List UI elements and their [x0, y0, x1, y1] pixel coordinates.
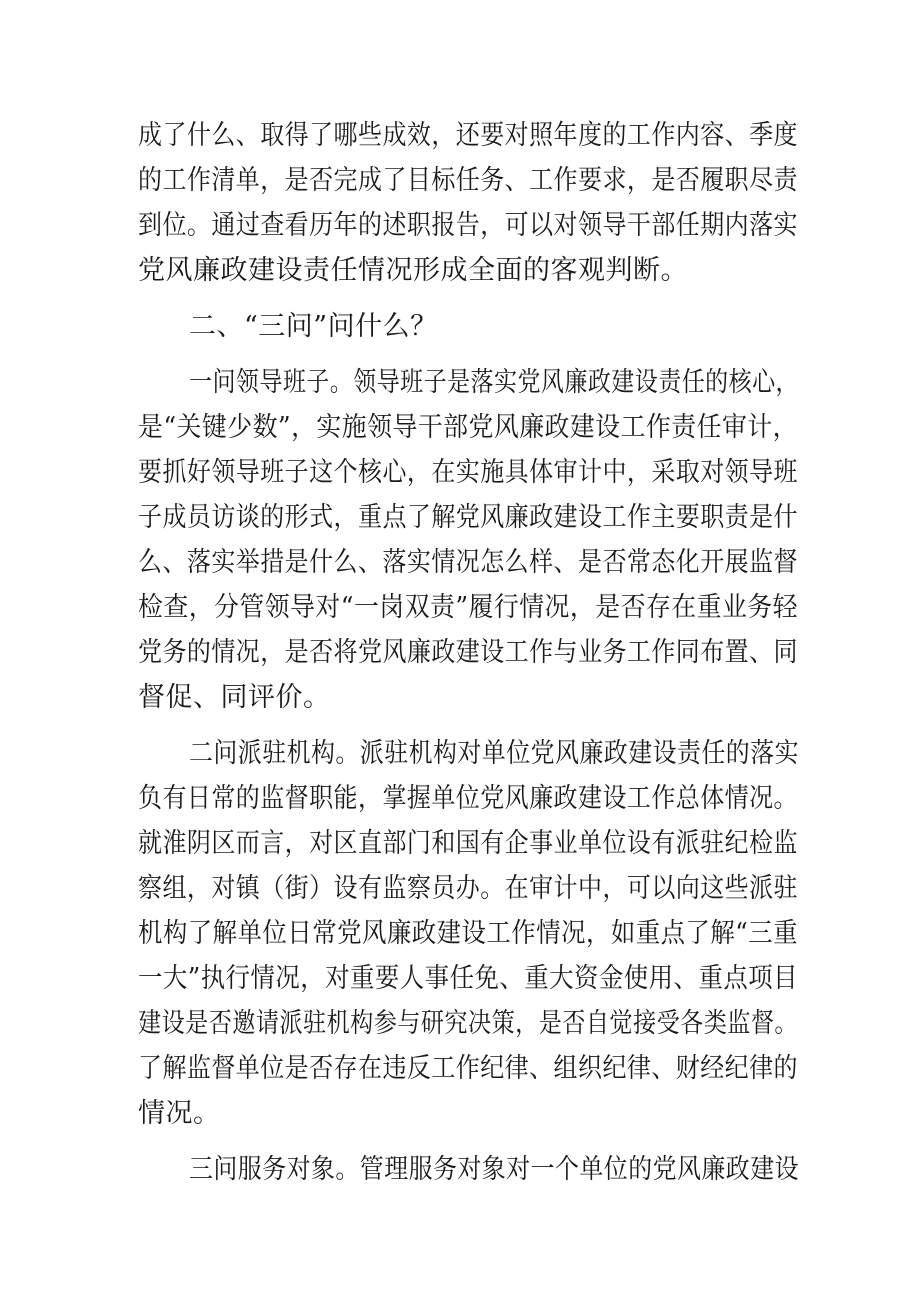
paragraph-line: 二问派驻机构。派驻机构对单位党风廉政建设责任的落实: [189, 738, 799, 769]
paragraph-line: 么、落实举措是什么、落实情况怎么样、是否常态化开展监督: [138, 547, 798, 578]
paragraph-line: 情况。: [138, 1098, 221, 1129]
section-heading: 二、“三问”问什么？: [189, 311, 438, 342]
paragraph-line: 党务的情况，是否将党风廉政建设工作与业务工作同布置、同: [138, 637, 798, 668]
paragraph-line: 的工作清单，是否完成了目标任务、工作要求，是否履职尽责: [138, 165, 798, 196]
paragraph-line: 成了什么、取得了哪些成效，还要对照年度的工作内容、季度: [138, 120, 798, 151]
paragraph-line: 是“关键少数”，实施领导干部党风廉政建设工作责任审计，: [138, 412, 798, 443]
paragraph-line: 三问服务对象。管理服务对象对一个单位的党风廉政建设: [189, 1154, 799, 1185]
paragraph-line: 一大”执行情况，对重要人事任免、重大资金使用、重点项目: [138, 963, 798, 994]
paragraph-line: 党风廉政建设责任情况形成全面的客观判断。: [138, 255, 688, 286]
paragraph-line: 负有日常的监督职能，掌握单位党风廉政建设工作总体情况。: [138, 783, 798, 814]
paragraph-line: 到位。通过查看历年的述职报告，可以对领导干部任期内落实: [138, 210, 798, 241]
paragraph-line: 就淮阴区而言，对区直部门和国有企事业单位设有派驻纪检监: [138, 828, 798, 859]
paragraph-line: 子成员访谈的形式，重点了解党风廉政建设工作主要职责是什: [138, 502, 798, 533]
paragraph-line: 机构了解单位日常党风廉政建设工作情况，如重点了解“三重: [138, 918, 798, 949]
paragraph-line: 察组，对镇（街）设有监察员办。在审计中，可以向这些派驻: [138, 873, 798, 904]
paragraph-line: 一问领导班子。领导班子是落实党风廉政建设责任的核心，: [189, 367, 799, 398]
paragraph-line: 建设是否邀请派驻机构参与研究决策，是否自觉接受各类监督。: [138, 1008, 798, 1039]
paragraph-line: 要抓好领导班子这个核心，在实施具体审计中，采取对领导班: [138, 457, 798, 488]
paragraph-line: 了解监督单位是否存在违反工作纪律、组织纪律、财经纪律的: [138, 1053, 798, 1084]
paragraph-line: 督促、同评价。: [138, 682, 331, 713]
paragraph-line: 检查，分管领导对“一岗双责”履行情况，是否存在重业务轻: [138, 592, 798, 623]
